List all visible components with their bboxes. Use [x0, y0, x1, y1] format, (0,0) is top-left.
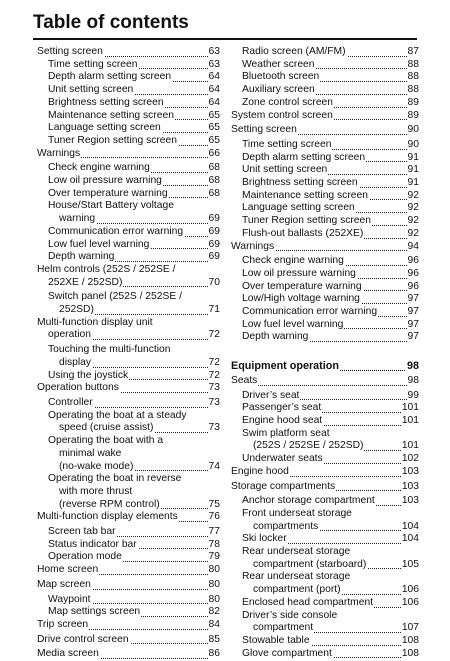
toc-page-number: 89	[407, 109, 419, 121]
toc-entry[interactable]	[37, 648, 220, 661]
toc-page-number: 65	[208, 122, 220, 134]
toc-entry-title: Depth warning	[48, 251, 115, 263]
toc-subentry[interactable]	[231, 164, 419, 177]
toc-page-number: 72	[208, 356, 220, 368]
toc-entry-title: Anchor storage compartment	[242, 495, 375, 507]
toc-subentry[interactable]	[231, 71, 419, 84]
toc-entry-title: Low oil pressure warning	[242, 267, 356, 279]
toc-entry-title: (no-wake mode)	[59, 460, 134, 472]
toc-entry-title: Check engine warning	[48, 162, 150, 174]
toc-entry-title: Low oil pressure warning	[48, 175, 162, 187]
toc-entry-title: Driver’s seat	[242, 389, 300, 401]
toc-subentry[interactable]	[231, 202, 419, 215]
toc-subentry[interactable]	[231, 228, 419, 241]
toc-subentry[interactable]	[231, 306, 419, 319]
toc-column-left	[37, 46, 220, 661]
toc-entry-title: Low/High voltage warning	[242, 293, 360, 305]
toc-entry-title: Touching the multi-function	[48, 344, 171, 356]
toc-entry-title: Operating the boat in reverse	[48, 473, 182, 485]
toc-entry-title: Rear underseat storage	[242, 546, 351, 558]
toc-page-number: 70	[208, 276, 220, 288]
dot-leader	[231, 385, 419, 386]
toc-page-number: 98	[406, 360, 419, 373]
toc-subentry[interactable]	[231, 84, 419, 97]
toc-section-heading[interactable]	[231, 360, 419, 373]
toc-entry[interactable]	[231, 466, 419, 479]
toc-page-number: 86	[208, 648, 220, 660]
toc-page-number: 89	[407, 96, 419, 108]
toc-entry-title: Engine hood seat	[242, 414, 323, 426]
toc-entry[interactable]	[231, 481, 419, 494]
toc-entry-title: operation	[48, 329, 91, 341]
toc-entry[interactable]	[231, 124, 419, 137]
toc-subentry[interactable]	[37, 175, 220, 188]
toc-subentry[interactable]	[37, 239, 220, 252]
toc-page-number: 68	[208, 175, 220, 187]
toc-entry[interactable]	[37, 579, 220, 592]
toc-entry-title: Front underseat storage	[242, 507, 352, 519]
page-title: Table of contents	[33, 12, 189, 33]
toc-page-number: 84	[208, 618, 220, 630]
toc-page-number: 105	[401, 558, 419, 570]
toc-page-number: 97	[407, 293, 419, 305]
toc-entry[interactable]	[37, 148, 220, 161]
toc-entry-title: compartment	[253, 622, 314, 634]
toc-entry-title: Brightness setting screen	[48, 96, 164, 108]
toc-entry-title: Map settings screen	[48, 606, 141, 618]
toc-subentry[interactable]	[231, 255, 419, 268]
toc-entry-title: Media screen	[37, 648, 99, 660]
toc-entry-title: Unit setting screen	[242, 164, 328, 176]
toc-subentry[interactable]	[231, 648, 419, 661]
toc-entry-title: System control screen	[231, 109, 333, 121]
toc-subentry[interactable]	[231, 331, 419, 344]
toc-page-number: 97	[407, 318, 419, 330]
toc-entry-title: Operating the boat at a steady	[48, 409, 187, 421]
toc-entry-title: Tuner Region setting screen	[48, 134, 177, 146]
toc-page-number: 108	[401, 634, 419, 646]
toc-entry-title: Bluetooth screen	[242, 71, 320, 83]
toc-subentry[interactable]	[231, 428, 419, 453]
toc-entry-title: 252XE / 252SD)	[48, 276, 123, 288]
toc-page-number: 92	[407, 189, 419, 201]
toc-entry-title: Over temperature warning	[242, 280, 362, 292]
toc-entry-title: warning	[59, 213, 96, 225]
toc-page-number: 65	[208, 109, 220, 121]
toc-entry-title: speed (cruise assist)	[59, 422, 154, 434]
toc-entry-title: Helm controls (252S / 252SE /	[37, 263, 176, 275]
toc-subentry[interactable]	[231, 177, 419, 190]
toc-subentry[interactable]	[37, 110, 220, 123]
toc-subentry[interactable]	[37, 526, 220, 539]
toc-entry[interactable]	[231, 241, 419, 254]
toc-entry-title: Using the joystick	[48, 369, 129, 381]
toc-page-number: 103	[401, 465, 419, 477]
toc-entry-title: Operation mode	[48, 551, 122, 563]
toc-entry[interactable]	[37, 619, 220, 632]
toc-entry-title: Glove compartment	[242, 647, 332, 659]
toc-page-number: 79	[208, 551, 220, 563]
toc-subentry[interactable]	[37, 59, 220, 72]
toc-entry-title: Unit setting screen	[48, 84, 134, 96]
toc-entry[interactable]	[37, 264, 220, 289]
toc-page-number: 87	[407, 46, 419, 57]
toc-entry-title: Home screen	[37, 564, 99, 576]
toc-page-number: 104	[401, 533, 419, 545]
toc-page-number: 106	[401, 596, 419, 608]
toc-subentry[interactable]	[37, 71, 220, 84]
toc-page-number: 102	[401, 453, 419, 465]
toc-page-number: 96	[407, 255, 419, 267]
toc-entry-title: Zone control screen	[242, 96, 334, 108]
toc-entry-title: Controller	[48, 396, 93, 408]
toc-page-number: 73	[208, 382, 220, 394]
toc-entry-title: Time setting screen	[48, 58, 138, 70]
toc-subentry[interactable]	[231, 293, 419, 306]
toc-page-number: 103	[401, 480, 419, 492]
toc-page-number: 80	[208, 578, 220, 590]
toc-entry[interactable]	[37, 511, 220, 524]
toc-entry-title: Over temperature warning	[48, 187, 168, 199]
toc-subentry[interactable]	[37, 97, 220, 110]
toc-page-number: 101	[401, 402, 419, 414]
toc-subentry[interactable]	[231, 402, 419, 415]
toc-subentry[interactable]	[231, 390, 419, 403]
toc-entry-title: Rear underseat storage	[242, 571, 351, 583]
toc-subentry[interactable]	[231, 190, 419, 203]
toc-entry-title: Underwater seats	[242, 453, 323, 465]
title-rule	[33, 38, 417, 40]
toc-entry-title: Status indicator bar	[48, 538, 137, 550]
toc-page-number: 72	[208, 369, 220, 381]
toc-entry-title: compartments	[253, 520, 319, 532]
toc-entry-title: Trip screen	[37, 618, 89, 630]
toc-entry-title: Maintenance setting screen	[48, 109, 174, 121]
toc-subentry[interactable]	[37, 188, 220, 201]
toc-entry-title: Depth alarm setting screen	[242, 151, 366, 163]
toc-entry-title: compartment (port)	[253, 584, 341, 596]
toc-page-number: 91	[407, 164, 419, 176]
toc-entry-title: Equipment operation	[231, 360, 339, 373]
toc-entry-title: Operation buttons	[37, 382, 119, 394]
toc-subentry[interactable]	[231, 59, 419, 72]
toc-subentry[interactable]	[37, 606, 220, 619]
toc-page-number: 96	[407, 280, 419, 292]
toc-entry[interactable]	[37, 317, 220, 342]
toc-entry-title: Ski locker	[242, 533, 287, 545]
toc-subentry[interactable]	[37, 162, 220, 175]
toc-page-number: 66	[208, 147, 220, 159]
toc-page-number: 91	[407, 177, 419, 189]
toc-subentry[interactable]	[37, 344, 220, 369]
toc-entry-title: Map screen	[37, 578, 91, 590]
toc-page-number: 65	[208, 134, 220, 146]
toc-entry-title: Storage compartments	[231, 480, 336, 492]
toc-entry-title: Check engine warning	[242, 255, 344, 267]
toc-subentry[interactable]	[231, 635, 419, 648]
toc-page-number: 73	[208, 422, 220, 434]
toc-page-number: 92	[407, 202, 419, 214]
toc-subentry[interactable]	[37, 200, 220, 225]
toc-subentry[interactable]	[231, 453, 419, 466]
toc-entry-title: display	[59, 356, 92, 368]
toc-subentry[interactable]	[231, 139, 419, 152]
toc-entry-title: Enclosed head compartment	[242, 596, 374, 608]
toc-page-number: 103	[401, 495, 419, 507]
toc-subentry[interactable]	[231, 533, 419, 546]
toc-page-number: 69	[208, 213, 220, 225]
toc-entry-title: compartment (starboard)	[253, 558, 367, 570]
toc-subentry[interactable]	[231, 508, 419, 533]
toc-subentry[interactable]	[37, 435, 220, 473]
toc-page-number: 69	[208, 225, 220, 237]
toc-subentry[interactable]	[37, 594, 220, 607]
toc-page-number: 97	[407, 331, 419, 343]
toc-entry-title: Warnings	[37, 147, 81, 159]
toc-entry-title: Engine hood	[231, 465, 289, 477]
toc-subentry[interactable]	[37, 410, 220, 435]
toc-page-number: 91	[407, 151, 419, 163]
toc-entry[interactable]	[37, 564, 220, 577]
toc-subentry[interactable]	[231, 415, 419, 428]
toc-page-number: 80	[208, 593, 220, 605]
toc-entry-title: House/Start Battery voltage	[48, 200, 174, 212]
toc-subentry[interactable]	[231, 319, 419, 332]
toc-entry-title: minimal wake	[59, 447, 122, 459]
toc-entry-title: Auxiliary screen	[242, 84, 315, 96]
toc-subentry[interactable]	[37, 370, 220, 383]
toc-subentry[interactable]	[231, 546, 419, 571]
toc-entry-title: Weather screen	[242, 58, 315, 70]
toc-entry-title: Multi-function display elements	[37, 511, 178, 523]
toc-entry-title: Screen tab bar	[48, 526, 116, 538]
toc-subentry[interactable]	[37, 473, 220, 511]
toc-entry-title: Radio screen (AM/FM)	[242, 46, 346, 57]
toc-subentry[interactable]	[37, 291, 220, 316]
toc-entry-title: Language setting screen	[48, 122, 161, 134]
toc-entry-title: 252SD)	[59, 304, 94, 316]
toc-entry-title: Seats	[231, 374, 258, 386]
toc-page-number: 69	[208, 238, 220, 250]
toc-page-number: 97	[407, 306, 419, 318]
toc-page-number: 73	[208, 396, 220, 408]
toc-entry-title: Flush-out ballasts (252XE)	[242, 227, 364, 239]
toc-entry[interactable]	[37, 382, 220, 395]
toc-subentry[interactable]	[37, 251, 220, 264]
toc-page-number: 101	[401, 414, 419, 426]
toc-entry-title: Passenger’s seat	[242, 402, 322, 414]
toc-entry-title: Brightness setting screen	[242, 177, 358, 189]
toc-entry-title: Communication error warning	[242, 306, 378, 318]
toc-page-number: 88	[407, 84, 419, 96]
toc-subentry[interactable]	[231, 268, 419, 281]
toc-subentry[interactable]	[37, 397, 220, 410]
toc-page-number: 80	[208, 564, 220, 576]
toc-page-number: 98	[407, 374, 419, 386]
toc-subentry[interactable]	[37, 84, 220, 97]
toc-subentry[interactable]	[37, 551, 220, 564]
toc-page-number: 85	[208, 633, 220, 645]
toc-entry[interactable]	[37, 46, 220, 59]
toc-subentry[interactable]	[37, 122, 220, 135]
toc-entry-title: Communication error warning	[48, 225, 184, 237]
toc-page-number: 71	[208, 304, 220, 316]
toc-page-number: 90	[407, 138, 419, 150]
toc-page-number: 108	[401, 647, 419, 659]
toc-entry-title: Tuner Region setting screen	[242, 215, 371, 227]
toc-entry-title: Swim platform seat	[242, 427, 330, 439]
toc-entry-title: Low fuel level warning	[48, 238, 150, 250]
toc-page-number: 96	[407, 267, 419, 279]
toc-page-number: 64	[208, 84, 220, 96]
toc-entry-title: Language setting screen	[242, 202, 355, 214]
toc-page-number: 68	[208, 187, 220, 199]
toc-page-number: 63	[208, 58, 220, 70]
toc-entry-title: Switch panel (252S / 252SE /	[48, 291, 182, 303]
toc-entry-title: (reverse RPM control)	[59, 498, 160, 510]
toc-entry-title: Depth alarm setting screen	[48, 71, 172, 83]
toc-page-number: 99	[407, 389, 419, 401]
toc-entry-title: Maintenance setting screen	[242, 189, 368, 201]
toc-entry-title: Multi-function display unit	[37, 316, 153, 328]
toc-entry-title: Setting screen	[231, 124, 297, 136]
toc-entry-title: Time setting screen	[242, 138, 332, 150]
toc-entry-title: Waypoint	[48, 593, 91, 605]
toc-page-number: 76	[208, 511, 220, 523]
toc-entry-title: with more thrust	[59, 485, 133, 497]
toc-entry-title: Low fuel level warning	[242, 318, 344, 330]
toc-subentry[interactable]	[37, 135, 220, 148]
toc-entry-title: (252S / 252SE / 252SD)	[253, 440, 364, 452]
toc-page-number: 64	[208, 71, 220, 83]
toc-page-number: 63	[208, 46, 220, 57]
toc-page-number: 101	[401, 440, 419, 452]
toc-page-number: 88	[407, 58, 419, 70]
toc-entry-title: Depth warning	[242, 331, 309, 343]
toc-page-number: 72	[208, 329, 220, 341]
toc-subentry[interactable]	[231, 281, 419, 294]
toc-subentry[interactable]	[231, 571, 419, 596]
toc-subentry[interactable]	[231, 495, 419, 508]
toc-page-number: 90	[407, 124, 419, 136]
toc-entry-title: Operating the boat with a	[48, 435, 164, 447]
toc-entry-title: Warnings	[231, 240, 275, 252]
toc-subentry[interactable]	[231, 215, 419, 228]
toc-subentry[interactable]	[231, 152, 419, 165]
toc-entry-title: Driver’s side console	[242, 609, 338, 621]
toc-entry-title: Setting screen	[37, 46, 103, 57]
toc-page-number: 69	[208, 251, 220, 263]
toc-page-number: 78	[208, 538, 220, 550]
toc-page-number: 75	[208, 498, 220, 510]
toc-page-number: 74	[208, 460, 220, 472]
toc-page-number: 82	[208, 606, 220, 618]
toc-entry-title: Stowable table	[242, 634, 310, 646]
toc-subentry[interactable]	[37, 539, 220, 552]
toc-subentry[interactable]	[231, 610, 419, 635]
toc-page-number: 104	[401, 520, 419, 532]
toc-page-number: 77	[208, 526, 220, 538]
toc-entry[interactable]	[231, 375, 419, 388]
toc-page-number: 92	[407, 227, 419, 239]
toc-page-number: 92	[407, 215, 419, 227]
toc-page-number: 106	[401, 584, 419, 596]
toc-subentry[interactable]	[37, 226, 220, 239]
toc-entry-title: Drive control screen	[37, 633, 129, 645]
toc-subentry[interactable]	[231, 46, 419, 59]
toc-page-number: 68	[208, 162, 220, 174]
toc-page-number: 107	[401, 622, 419, 634]
toc-subentry[interactable]	[231, 97, 419, 110]
toc-entry[interactable]	[231, 110, 419, 123]
toc-page-number: 88	[407, 71, 419, 83]
toc-page-number: 94	[407, 240, 419, 252]
toc-subentry[interactable]	[231, 597, 419, 610]
toc-column-right	[231, 46, 419, 660]
toc-page-number: 64	[208, 96, 220, 108]
